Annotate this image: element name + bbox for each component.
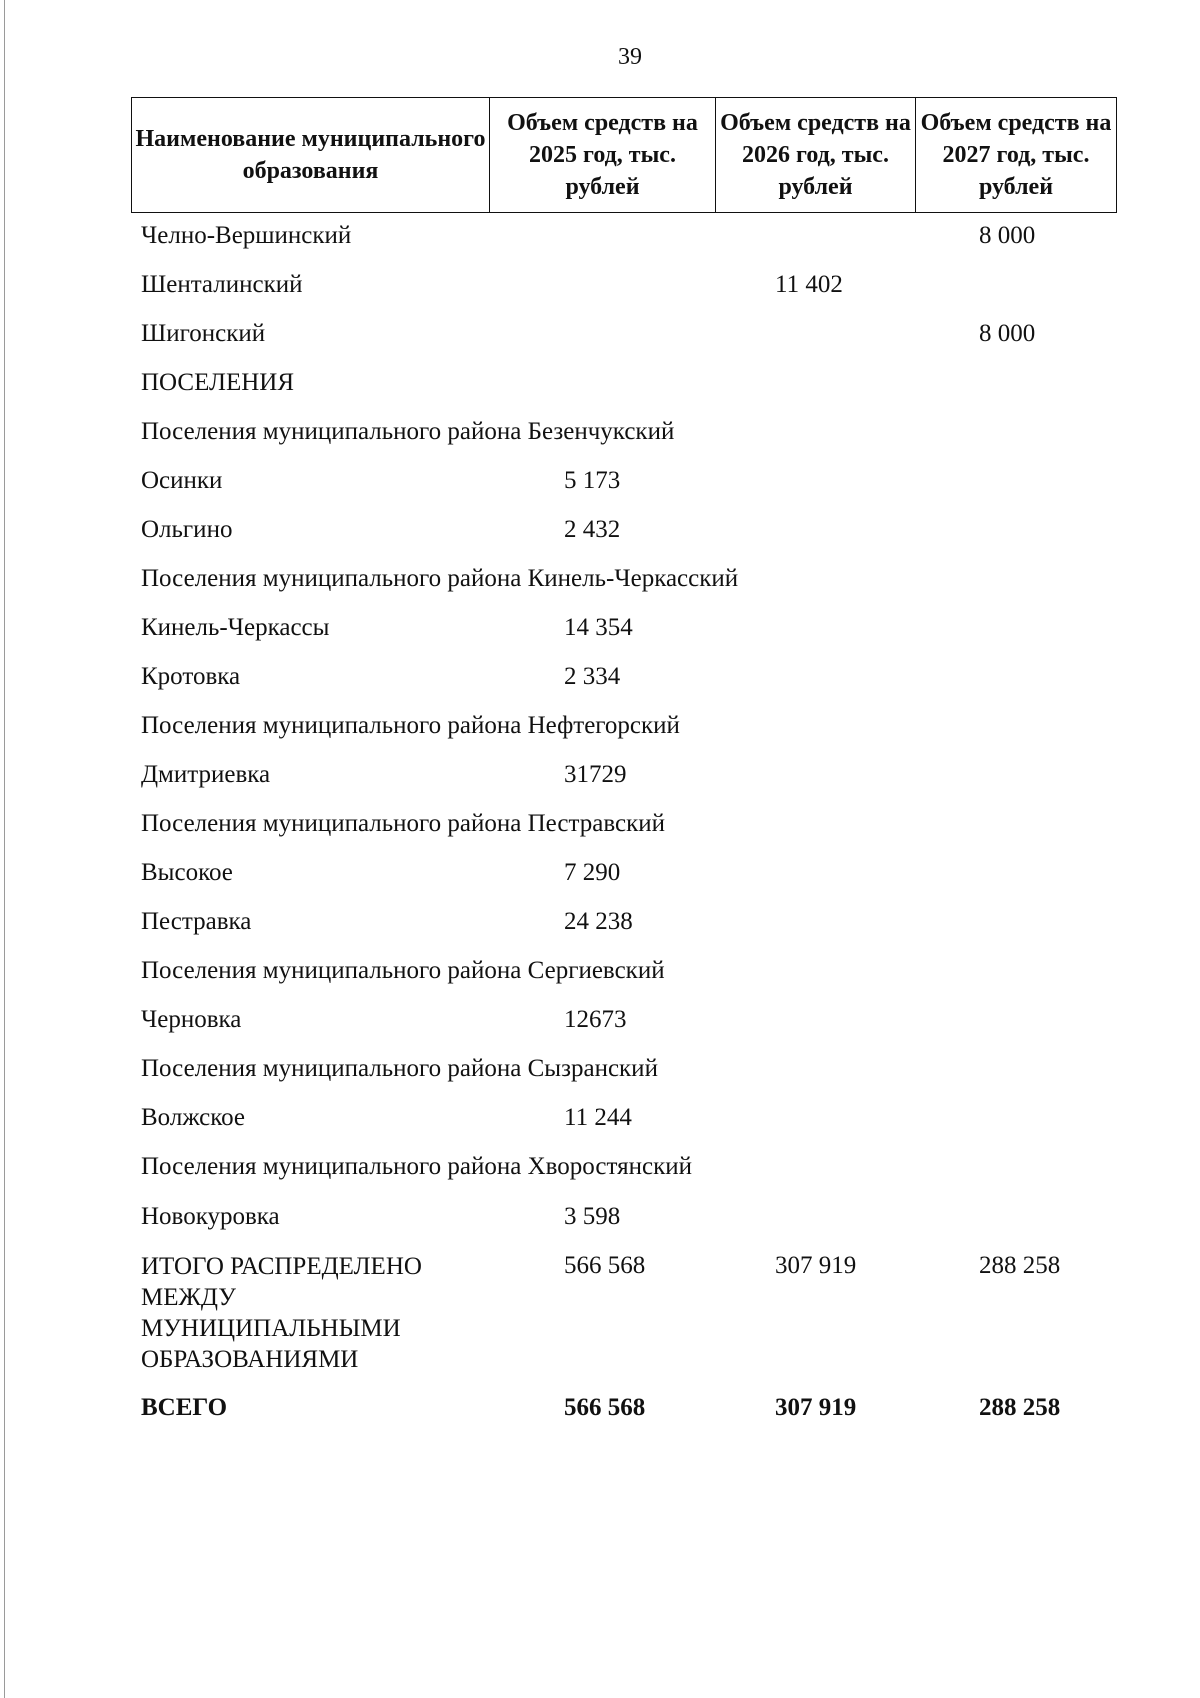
row-name: Поселения муниципального района Безенчукский — [141, 418, 675, 445]
row-name: Кинель-Черкассы — [141, 614, 330, 641]
row-name: Осинки — [141, 467, 223, 494]
row-value-2025: 2 334 — [564, 663, 621, 690]
row-name: Шенталинский — [141, 271, 303, 298]
column-header-name: Наименование муниципального образования — [132, 98, 490, 213]
total-distributed-label: ИТОГО РАСПРЕДЕЛЕНО МЕЖДУ МУНИЦИПАЛЬНЫМИ ОБРАЗОВАНИЯМИ — [141, 1253, 422, 1373]
row-value-2025: 3 598 — [564, 1203, 621, 1230]
row-value-2025: 5 173 — [564, 467, 621, 494]
total-distributed-2027: 288 258 — [979, 1252, 1061, 1279]
row-value-2025: 14 354 — [564, 614, 633, 641]
row-name: Ольгино — [141, 516, 233, 543]
row-value-2025: 2 432 — [564, 516, 621, 543]
row-value-2025: 24 238 — [564, 908, 633, 935]
grand-total-row — [0, 1391, 1200, 1425]
table-row — [0, 1101, 1200, 1135]
column-header-2026: Объем средств на 2026 год, тыс. рублей — [716, 98, 916, 213]
total-distributed-2026: 307 919 — [775, 1252, 857, 1279]
district-heading-row — [0, 709, 1200, 743]
grand-total-2025: 566 568 — [564, 1394, 646, 1421]
row-name: Высокое — [141, 859, 233, 886]
column-header-2027: Объем средств на 2027 год, тыс. рублей — [916, 98, 1117, 213]
row-name: Кротовка — [141, 663, 241, 690]
district-heading-row — [0, 1150, 1200, 1184]
row-name: Челно-Вершинский — [141, 222, 352, 249]
row-name: Поселения муниципального района Нефтегорский — [141, 712, 680, 739]
row-value-2026: 11 402 — [775, 271, 843, 298]
table-row — [0, 219, 1200, 253]
row-name: Шигонский — [141, 320, 266, 347]
row-value-2025: 12673 — [564, 1006, 627, 1033]
table-row — [0, 513, 1200, 547]
table-row — [0, 1200, 1200, 1234]
column-header-2025: Объем средств на 2025 год, тыс. рублей — [490, 98, 716, 213]
table-row — [0, 856, 1200, 890]
row-value-2027: 8 000 — [979, 320, 1036, 347]
total-distributed-row — [0, 1251, 1200, 1381]
page-number: 39 — [618, 44, 642, 70]
row-value-2027: 8 000 — [979, 222, 1036, 249]
grand-total-2026: 307 919 — [775, 1394, 857, 1421]
row-name: Поселения муниципального района Хворостянский — [141, 1153, 693, 1180]
table-header — [131, 97, 1117, 213]
table-row — [0, 317, 1200, 351]
district-heading-row — [0, 1052, 1200, 1086]
table-row — [0, 660, 1200, 694]
row-value-2025: 31729 — [564, 761, 627, 788]
table-row — [0, 758, 1200, 792]
row-name: Поселения муниципального района Сергиевский — [141, 957, 665, 984]
section-heading-row — [0, 366, 1200, 400]
table-row — [0, 905, 1200, 939]
district-heading-row — [0, 562, 1200, 596]
row-name: Поселения муниципального района Пестравский — [141, 810, 665, 837]
row-name: Пестравка — [141, 908, 252, 935]
district-heading-row — [0, 807, 1200, 841]
table-row — [0, 1003, 1200, 1037]
row-name: Дмитриевка — [141, 761, 271, 788]
grand-total-label: ВСЕГО — [141, 1394, 228, 1421]
row-name: Поселения муниципального района Кинель-Черкасский — [141, 565, 739, 592]
page-edge-line — [4, 0, 5, 1698]
district-heading-row — [0, 954, 1200, 988]
row-name: Поселения муниципального района Сызранский — [141, 1055, 658, 1082]
row-value-2025: 11 244 — [564, 1104, 632, 1131]
row-name: ПОСЕЛЕНИЯ — [141, 369, 295, 396]
row-name: Черновка — [141, 1006, 242, 1033]
table-row — [0, 268, 1200, 302]
table-row — [0, 611, 1200, 645]
grand-total-2027: 288 258 — [979, 1394, 1061, 1421]
row-name: Новокуровка — [141, 1203, 280, 1230]
district-heading-row — [0, 415, 1200, 449]
row-name: Волжское — [141, 1104, 246, 1131]
table-row — [0, 464, 1200, 498]
total-distributed-2025: 566 568 — [564, 1252, 646, 1279]
row-value-2025: 7 290 — [564, 859, 621, 886]
